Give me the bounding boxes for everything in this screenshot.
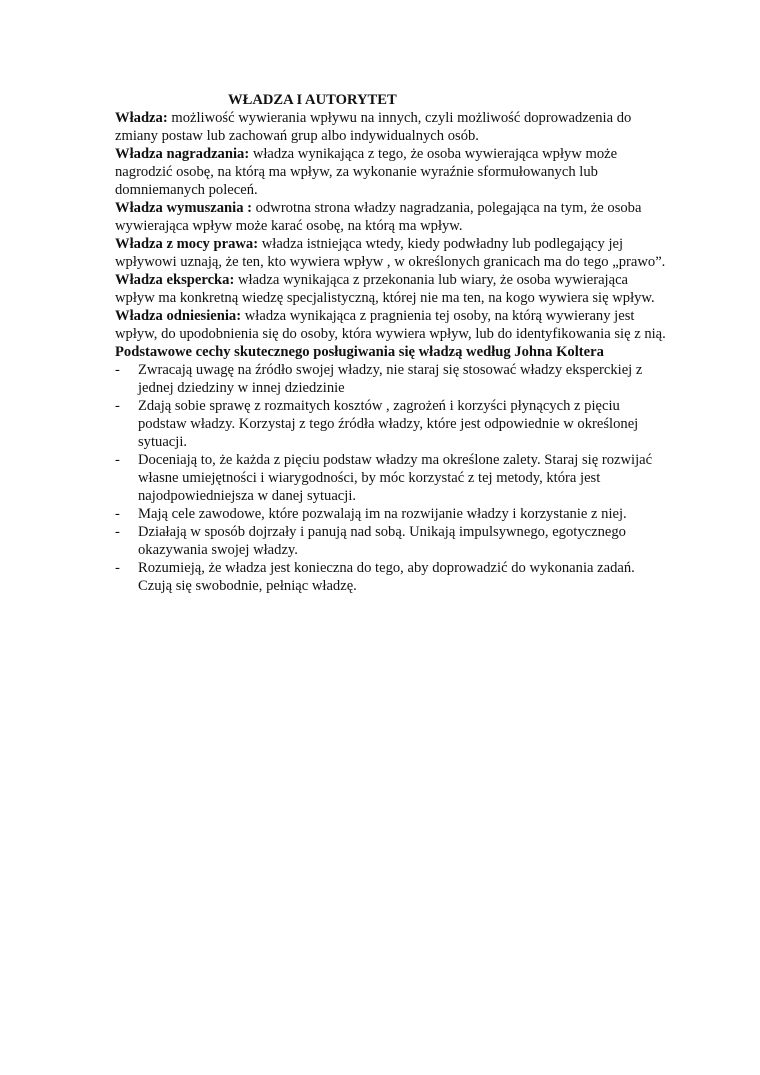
- list-item: [115, 559, 668, 595]
- document-title: WŁADZA I AUTORYTET: [228, 92, 397, 108]
- definition-power: [115, 109, 668, 145]
- definition-text: władza wynikająca z pragnienia tej osoby, na którą wywierany jest wpływ, do upodobnienia się do osoby, która wywiera wpływ, lub do identyfikowania się z nią.: [115, 308, 666, 342]
- list-item: [115, 505, 668, 523]
- definitions-section: [115, 109, 668, 343]
- list-item: [115, 397, 668, 451]
- definition-legitimate-power: [115, 235, 668, 271]
- list-item-text: Mają cele zawodowe, które pozwalają im na rozwijanie władzy i korzystanie z niej.: [138, 506, 627, 522]
- definition-text: możliwość wywierania wpływu na innych, czyli możliwość doprowadzenia do zmiany postaw lub zachowań grup albo indywidualnych osób.: [115, 110, 632, 144]
- bullet-dash: -: [115, 524, 120, 540]
- bullet-dash: -: [115, 506, 120, 522]
- definition-reward-power: [115, 145, 668, 199]
- traits-list: [115, 361, 668, 595]
- definition-text: władza istniejąca wtedy, kiedy podwładny lub podlegający jej wpływowi uznają, że ten, kto wywiera wpływ , w określonych granicach ma do tego „prawo”.: [115, 236, 666, 270]
- list-item-text: Zwracają uwagę na źródło swojej władzy, nie staraj się stosować władzy eksperckiej z jednej dziedziny w innej dziedzinie: [138, 362, 643, 396]
- traits-heading: Podstawowe cechy skutecznego posługiwania się władzą według Johna Koltera: [115, 344, 604, 360]
- list-item: [115, 523, 668, 559]
- bullet-dash: -: [115, 452, 120, 468]
- definition-text: władza wynikająca z przekonania lub wiary, że osoba wywierająca wpływ ma konkretną wiedzę specjalistyczną, której nie ma ten, na kogo wywiera się wpływ.: [115, 272, 655, 306]
- list-item-text: Działają w sposób dojrzały i panują nad sobą. Unikają impulsywnego, egotycznego okazywania swojej władzy.: [138, 524, 626, 558]
- definition-text: władza wynikająca z tego, że osoba wywierająca wpływ może nagrodzić osobę, na którą ma wpływ, za wykonanie wyraźnie sformułowanych lub domniemanych poleceń.: [115, 146, 618, 198]
- list-item-text: Zdają sobie sprawę z rozmaitych kosztów , zagrożeń i korzyści płynących z pięciu podstaw władzy. Korzystaj z tego źródła władzy, które jest odpowiednie w określonej sytuacji.: [138, 398, 639, 450]
- list-item: [115, 451, 668, 505]
- list-item-text: Rozumieją, że władza jest konieczna do tego, aby doprowadzić do wykonania zadań. Czują się swobodnie, pełniąc władzę.: [138, 560, 635, 594]
- definition-term: Władza nagradzania:: [115, 146, 250, 162]
- list-item: [115, 361, 668, 397]
- definition-term: Władza odniesienia:: [115, 308, 242, 324]
- definition-expert-power: [115, 271, 668, 307]
- definition-term: Władza z mocy prawa:: [115, 236, 259, 252]
- definition-referent-power: [115, 307, 668, 343]
- bullet-dash: -: [115, 560, 120, 576]
- list-item-text: Doceniają to, że każda z pięciu podstaw władzy ma określone zalety. Staraj się rozwijać własne umiejętności i wiarygodności, by móc korzystać z tej metody, która jest najodpowiedniejsza w danej sytuacji.: [138, 452, 653, 504]
- bullet-dash: -: [115, 362, 120, 378]
- bullet-dash: -: [115, 398, 120, 414]
- definition-term: Władza ekspercka:: [115, 272, 235, 288]
- definition-coercive-power: [115, 199, 668, 235]
- definition-term: Władza:: [115, 110, 168, 126]
- definition-term: Władza wymuszania :: [115, 200, 253, 216]
- definition-text: odwrotna strona władzy nagradzania, polegająca na tym, że osoba wywierająca wpływ może karać osobę, na którą ma wpływ.: [115, 200, 642, 234]
